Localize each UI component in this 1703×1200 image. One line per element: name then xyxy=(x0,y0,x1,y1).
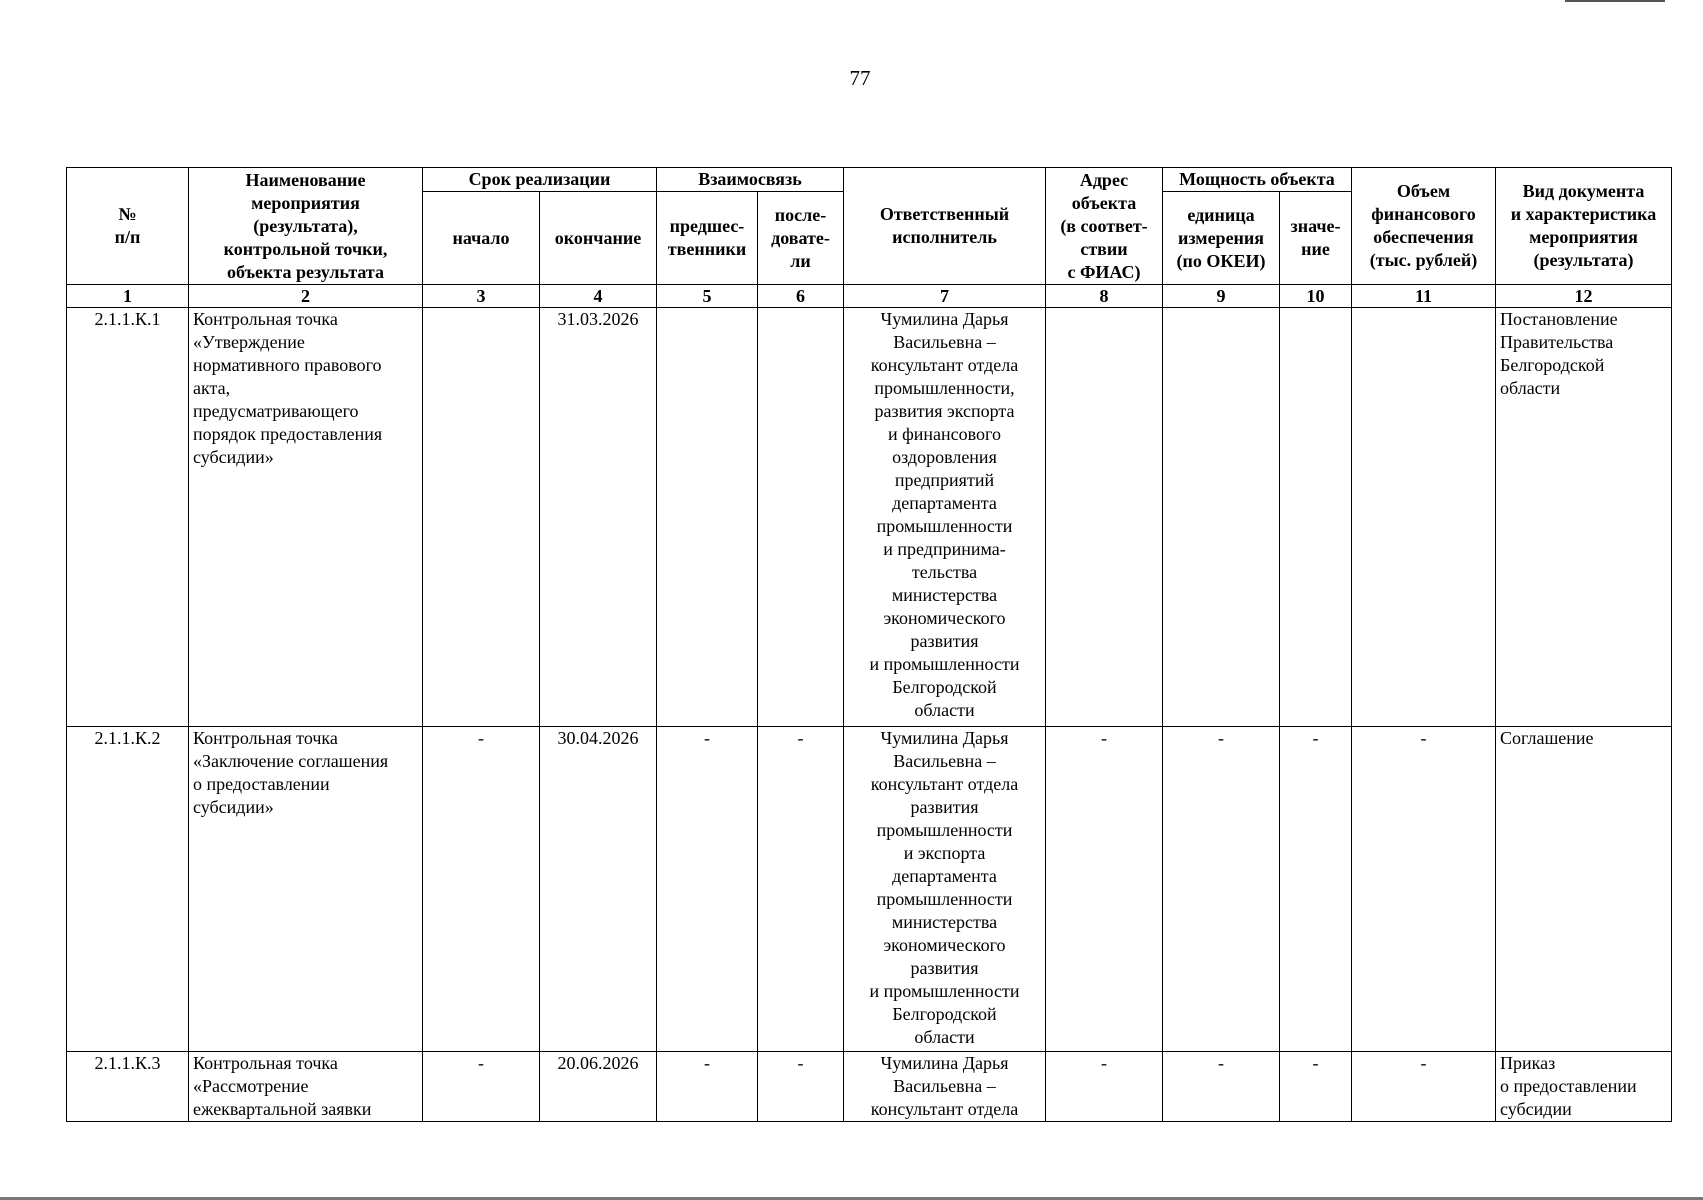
row-address: - xyxy=(1046,727,1163,1052)
header-link-prev: предшес- твенники xyxy=(657,192,758,285)
column-number: 2 xyxy=(189,285,423,308)
header-capacity: Мощность объекта xyxy=(1163,168,1352,192)
column-number: 1 xyxy=(67,285,189,308)
row-executor: Чумилина Дарья Васильевна – консультант отдела развития промышленности и экспорта департамента промышленности министерства экономического развития и промышленности Белгородской области xyxy=(844,727,1046,1052)
header-term-start: начало xyxy=(423,192,540,285)
row-start: - xyxy=(423,727,540,1052)
row-prev: - xyxy=(657,1052,758,1122)
row-doc: Приказ о предоставлении субсидии xyxy=(1496,1052,1672,1122)
row-address: - xyxy=(1046,1052,1163,1122)
row-value xyxy=(1280,308,1352,727)
header-num: № п/п xyxy=(67,168,189,285)
row-name: Контрольная точка «Рассмотрение ежеквартальной заявки xyxy=(189,1052,423,1122)
row-end: 31.03.2026 xyxy=(540,308,657,727)
row-executor: Чумилина Дарья Васильевна – консультант отдела промышленности, развития экспорта и финансового оздоровления предприятий департамента промышленности и предпринима- тельства министерства экономического развития и промышленности Белгородской области xyxy=(844,308,1046,727)
table-row xyxy=(67,1052,1672,1122)
header-name: Наименование мероприятия (результата), контрольной точки, объекта результата xyxy=(189,168,423,285)
row-finance xyxy=(1352,308,1496,727)
row-address xyxy=(1046,308,1163,727)
column-number: 12 xyxy=(1496,285,1672,308)
row-next: - xyxy=(758,1052,844,1122)
column-number: 4 xyxy=(540,285,657,308)
row-unit: - xyxy=(1163,727,1280,1052)
row-end: 30.04.2026 xyxy=(540,727,657,1052)
header-executor: Ответственный исполнитель xyxy=(844,168,1046,285)
row-next xyxy=(758,308,844,727)
row-finance: - xyxy=(1352,727,1496,1052)
scan-edge-line xyxy=(1565,0,1665,2)
row-end: 20.06.2026 xyxy=(540,1052,657,1122)
page-number: 77 xyxy=(849,66,871,90)
header-link-next: после- довате- ли xyxy=(758,192,844,285)
row-name: Контрольная точка «Заключение соглашения о предоставлении субсидии» xyxy=(189,727,423,1052)
column-number: 5 xyxy=(657,285,758,308)
row-number: 2.1.1.К.2 xyxy=(67,727,189,1052)
row-doc: Соглашение xyxy=(1496,727,1672,1052)
row-name: Контрольная точка «Утверждение нормативного правового акта, предусматривающего порядок предоставления субсидии» xyxy=(189,308,423,727)
row-unit xyxy=(1163,308,1280,727)
header-term: Срок реализации xyxy=(423,168,657,192)
table-row xyxy=(67,308,1672,727)
row-start: - xyxy=(423,1052,540,1122)
row-number: 2.1.1.К.3 xyxy=(67,1052,189,1122)
column-number: 10 xyxy=(1280,285,1352,308)
row-next: - xyxy=(758,727,844,1052)
header-term-end: окончание xyxy=(540,192,657,285)
row-number: 2.1.1.К.1 xyxy=(67,308,189,727)
header-link: Взаимосвязь xyxy=(657,168,844,192)
row-unit: - xyxy=(1163,1052,1280,1122)
column-number: 9 xyxy=(1163,285,1280,308)
row-executor: Чумилина Дарья Васильевна – консультант отдела xyxy=(844,1052,1046,1122)
column-number: 7 xyxy=(844,285,1046,308)
header-address: Адрес объекта (в соответ- ствии с ФИАС) xyxy=(1046,168,1163,285)
header-capacity-unit: единица измерения (по ОКЕИ) xyxy=(1163,192,1280,285)
row-prev: - xyxy=(657,727,758,1052)
header-capacity-value: значе- ние xyxy=(1280,192,1352,285)
column-number: 11 xyxy=(1352,285,1496,308)
row-prev xyxy=(657,308,758,727)
header-doc: Вид документа и характеристика мероприятия (результата) xyxy=(1496,168,1672,285)
row-start xyxy=(423,308,540,727)
column-number: 8 xyxy=(1046,285,1163,308)
plan-table xyxy=(66,167,1672,1122)
row-finance: - xyxy=(1352,1052,1496,1122)
row-value: - xyxy=(1280,727,1352,1052)
header-finance: Объем финансового обеспечения (тыс. рублей) xyxy=(1352,168,1496,285)
row-value: - xyxy=(1280,1052,1352,1122)
column-number: 3 xyxy=(423,285,540,308)
row-doc: Постановление Правительства Белгородской области xyxy=(1496,308,1672,727)
column-number: 6 xyxy=(758,285,844,308)
table-row xyxy=(67,727,1672,1052)
